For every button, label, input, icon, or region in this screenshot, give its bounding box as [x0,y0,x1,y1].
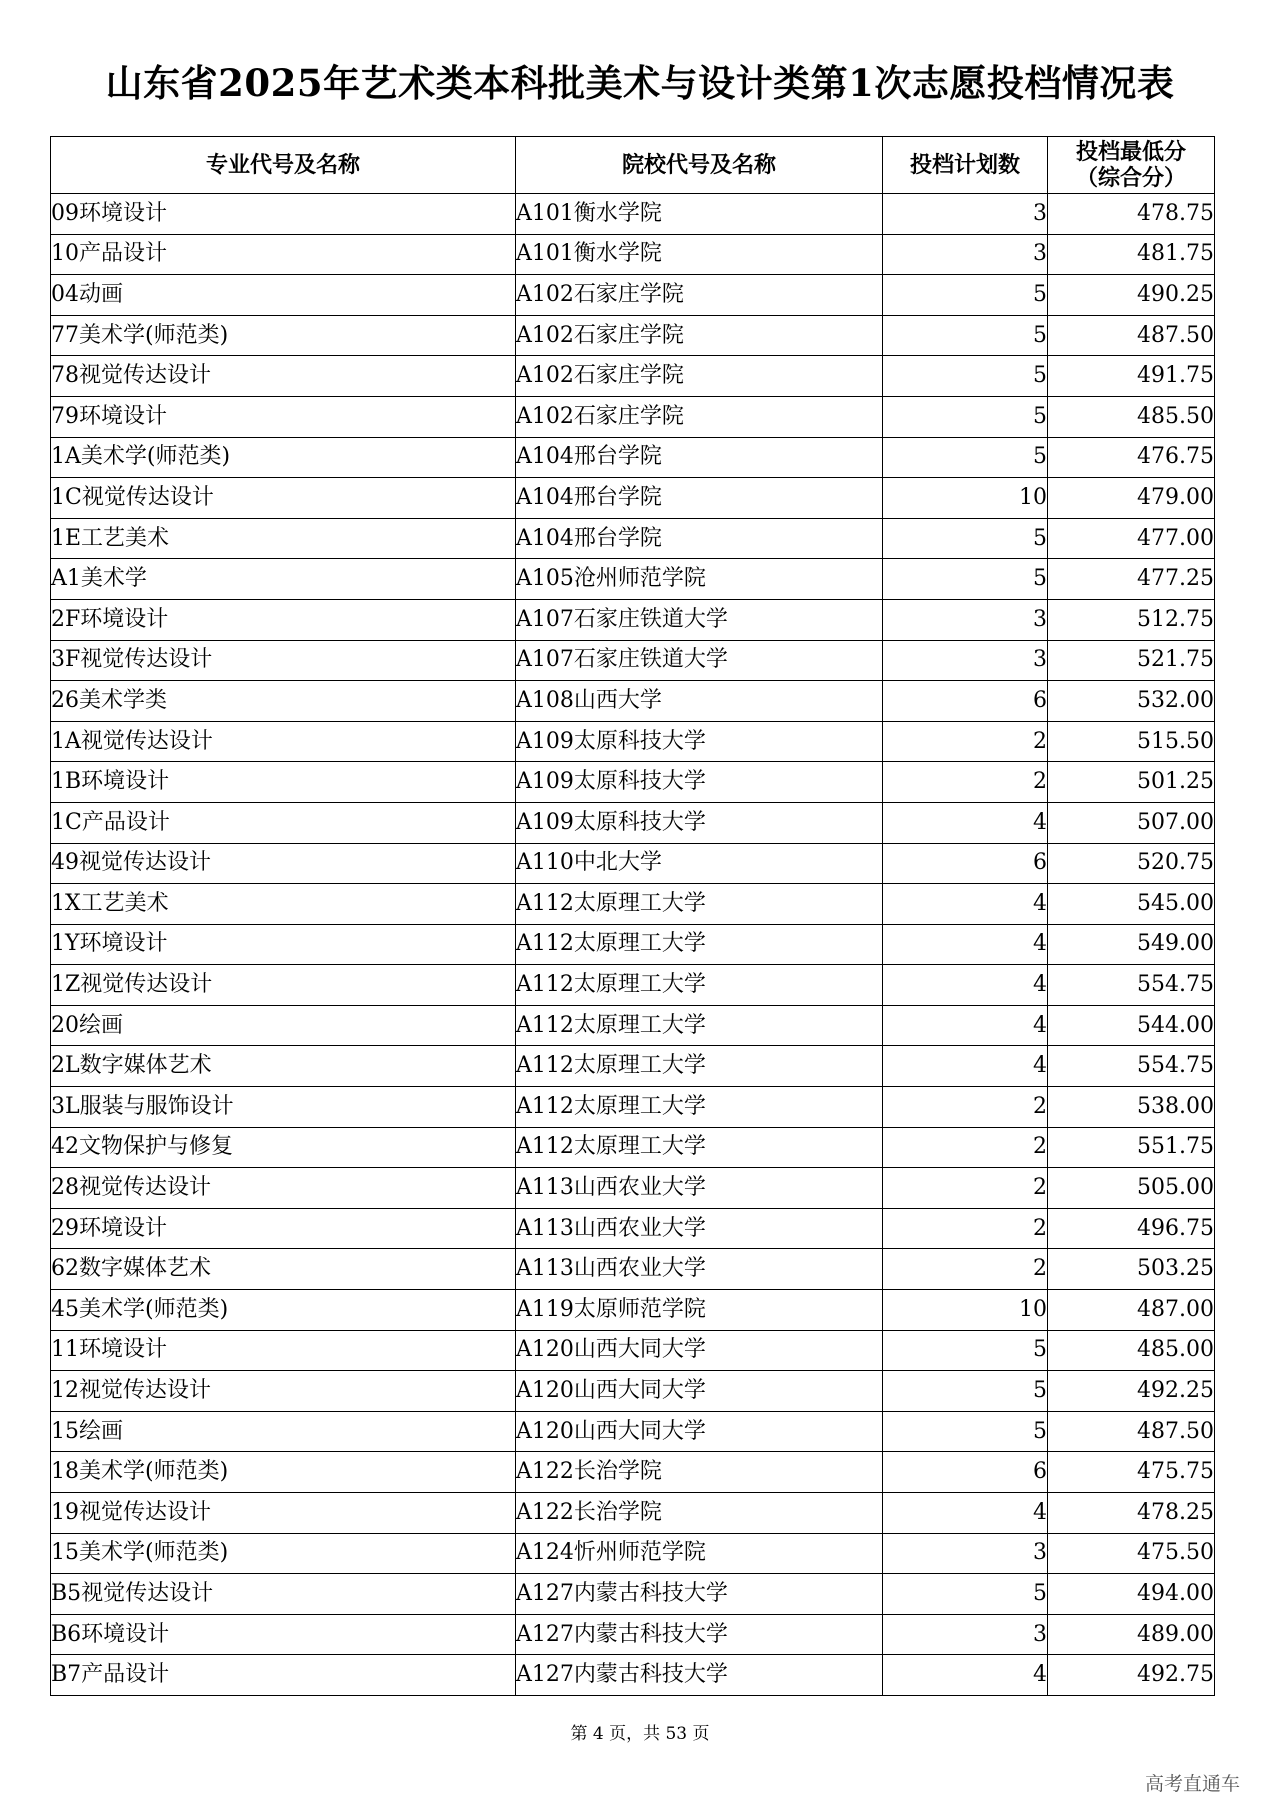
cell-plan: 2 [883,762,1048,803]
cell-plan: 4 [883,1005,1048,1046]
table-row [51,437,1215,478]
cell-plan: 5 [883,1330,1048,1371]
cell-school: A124忻州师范学院 [516,1533,883,1574]
cell-major: 3L服装与服饰设计 [51,1087,516,1128]
cell-school: A102石家庄学院 [516,315,883,356]
cell-school: A112太原理工大学 [516,884,883,925]
cell-major: 77美术学(师范类) [51,315,516,356]
cell-school: A112太原理工大学 [516,965,883,1006]
cell-school: A120山西大同大学 [516,1330,883,1371]
cell-plan: 4 [883,1046,1048,1087]
cell-score: 554.75 [1048,965,1215,1006]
cell-plan: 2 [883,1249,1048,1290]
table-row [51,681,1215,722]
cell-school: A127内蒙古科技大学 [516,1574,883,1615]
cell-score: 478.25 [1048,1493,1215,1534]
cell-major: 15绘画 [51,1411,516,1452]
table-row [51,599,1215,640]
table-row [51,721,1215,762]
table-row [51,802,1215,843]
cell-plan: 3 [883,234,1048,275]
table-row [51,1168,1215,1209]
cell-plan: 3 [883,599,1048,640]
table-row [51,518,1215,559]
cell-score: 538.00 [1048,1087,1215,1128]
cell-major: 28视觉传达设计 [51,1168,516,1209]
cell-school: A127内蒙古科技大学 [516,1614,883,1655]
cell-major: 09环境设计 [51,194,516,235]
table-row [51,1614,1215,1655]
table-row [51,1087,1215,1128]
cell-school: A108山西大学 [516,681,883,722]
cell-major: 12视觉传达设计 [51,1371,516,1412]
cell-score: 477.25 [1048,559,1215,600]
cell-plan: 5 [883,1411,1048,1452]
cell-plan: 5 [883,275,1048,316]
cell-plan: 2 [883,1087,1048,1128]
cell-score: 501.25 [1048,762,1215,803]
cell-score: 492.25 [1048,1371,1215,1412]
cell-score: 505.00 [1048,1168,1215,1209]
cell-plan: 5 [883,1371,1048,1412]
cell-score: 554.75 [1048,1046,1215,1087]
table-row [51,1411,1215,1452]
cell-plan: 5 [883,315,1048,356]
cell-plan: 10 [883,478,1048,519]
cell-major: 42文物保护与修复 [51,1127,516,1168]
cell-plan: 4 [883,884,1048,925]
table-row [51,275,1215,316]
cell-plan: 2 [883,1127,1048,1168]
watermark: 高考直通车 [1144,1773,1240,1795]
cell-score: 520.75 [1048,843,1215,884]
table-body [51,194,1215,1696]
table-row [51,1046,1215,1087]
page-footer: 第 4 页，共 53 页 [570,1724,710,1744]
header-min-score-line2: （综合分） [1075,165,1186,191]
cell-school: A102石家庄学院 [516,396,883,437]
table-row [51,924,1215,965]
table-row [51,1127,1215,1168]
cell-school: A109太原科技大学 [516,802,883,843]
cell-major: 1Y环境设计 [51,924,516,965]
cell-major: B7产品设计 [51,1655,516,1696]
cell-score: 477.00 [1048,518,1215,559]
cell-school: A104邢台学院 [516,437,883,478]
cell-score: 485.50 [1048,396,1215,437]
table-row [51,1005,1215,1046]
header-min-score-line1: 投档最低分 [1075,139,1186,165]
cell-score: 487.00 [1048,1290,1215,1331]
cell-plan: 5 [883,396,1048,437]
page-title: 山东省2025年艺术类本科批美术与设计类第1次志愿投档情况表 [105,61,1175,105]
table-row [51,1208,1215,1249]
table-row [51,843,1215,884]
table-row [51,234,1215,275]
cell-plan: 2 [883,721,1048,762]
header-major: 专业代号及名称 [51,137,516,194]
cell-score: 512.75 [1048,599,1215,640]
cell-major: 1C视觉传达设计 [51,478,516,519]
cell-score: 487.50 [1048,315,1215,356]
cell-plan: 5 [883,1574,1048,1615]
cell-score: 492.75 [1048,1655,1215,1696]
cell-major: 2L数字媒体艺术 [51,1046,516,1087]
cell-major: 1C产品设计 [51,802,516,843]
cell-score: 515.50 [1048,721,1215,762]
cell-major: 1A美术学(师范类) [51,437,516,478]
cell-plan: 5 [883,559,1048,600]
cell-school: A109太原科技大学 [516,721,883,762]
cell-score: 549.00 [1048,924,1215,965]
cell-score: 475.50 [1048,1533,1215,1574]
cell-score: 489.00 [1048,1614,1215,1655]
cell-school: A107石家庄铁道大学 [516,640,883,681]
cell-plan: 3 [883,194,1048,235]
cell-plan: 5 [883,518,1048,559]
cell-score: 476.75 [1048,437,1215,478]
cell-major: B5视觉传达设计 [51,1574,516,1615]
table-row [51,1452,1215,1493]
cell-major: 29环境设计 [51,1208,516,1249]
cell-major: 78视觉传达设计 [51,356,516,397]
cell-score: 545.00 [1048,884,1215,925]
cell-school: A101衡水学院 [516,194,883,235]
table-row [51,356,1215,397]
cell-major: 15美术学(师范类) [51,1533,516,1574]
cell-major: 04动画 [51,275,516,316]
cell-plan: 3 [883,640,1048,681]
cell-school: A113山西农业大学 [516,1208,883,1249]
cell-score: 544.00 [1048,1005,1215,1046]
cell-school: A105沧州师范学院 [516,559,883,600]
cell-score: 503.25 [1048,1249,1215,1290]
table-row [51,478,1215,519]
table-header-row [51,137,1215,194]
cell-plan: 4 [883,1493,1048,1534]
cell-school: A120山西大同大学 [516,1371,883,1412]
cell-plan: 10 [883,1290,1048,1331]
table-row [51,396,1215,437]
table-row [51,1655,1215,1696]
cell-score: 507.00 [1048,802,1215,843]
table-row [51,559,1215,600]
cell-major: 11环境设计 [51,1330,516,1371]
cell-plan: 5 [883,356,1048,397]
cell-school: A112太原理工大学 [516,1005,883,1046]
cell-school: A122长治学院 [516,1452,883,1493]
cell-school: A101衡水学院 [516,234,883,275]
cell-major: 3F视觉传达设计 [51,640,516,681]
cell-major: 1Z视觉传达设计 [51,965,516,1006]
cell-plan: 2 [883,1208,1048,1249]
cell-major: 2F环境设计 [51,599,516,640]
cell-plan: 4 [883,802,1048,843]
cell-major: 45美术学(师范类) [51,1290,516,1331]
cell-score: 481.75 [1048,234,1215,275]
cell-school: A109太原科技大学 [516,762,883,803]
table-row [51,1290,1215,1331]
cell-score: 494.00 [1048,1574,1215,1615]
table-row [51,194,1215,235]
cell-score: 551.75 [1048,1127,1215,1168]
cell-major: 19视觉传达设计 [51,1493,516,1534]
cell-score: 485.00 [1048,1330,1215,1371]
cell-major: 20绘画 [51,1005,516,1046]
cell-major: 1A视觉传达设计 [51,721,516,762]
header-min-score [1048,137,1215,194]
cell-plan: 4 [883,1655,1048,1696]
cell-score: 475.75 [1048,1452,1215,1493]
cell-plan: 4 [883,965,1048,1006]
cell-school: A110中北大学 [516,843,883,884]
cell-school: A122长治学院 [516,1493,883,1534]
cell-major: B6环境设计 [51,1614,516,1655]
cell-school: A120山西大同大学 [516,1411,883,1452]
cell-plan: 2 [883,1168,1048,1209]
table-row [51,640,1215,681]
cell-school: A102石家庄学院 [516,275,883,316]
table-row [51,1493,1215,1534]
cell-plan: 5 [883,437,1048,478]
table-row [51,762,1215,803]
cell-major: 79环境设计 [51,396,516,437]
cell-school: A127内蒙古科技大学 [516,1655,883,1696]
cell-major: 62数字媒体艺术 [51,1249,516,1290]
cell-major: 18美术学(师范类) [51,1452,516,1493]
table-row [51,1574,1215,1615]
admission-table [50,136,1215,1696]
table-row [51,315,1215,356]
table-row [51,965,1215,1006]
table-row [51,1533,1215,1574]
table-row [51,1249,1215,1290]
cell-plan: 6 [883,843,1048,884]
table-row [51,1330,1215,1371]
cell-school: A112太原理工大学 [516,924,883,965]
cell-school: A104邢台学院 [516,518,883,559]
header-school: 院校代号及名称 [516,137,883,194]
cell-plan: 3 [883,1614,1048,1655]
cell-score: 491.75 [1048,356,1215,397]
cell-school: A104邢台学院 [516,478,883,519]
cell-major: 26美术学类 [51,681,516,722]
cell-plan: 3 [883,1533,1048,1574]
cell-school: A119太原师范学院 [516,1290,883,1331]
cell-score: 479.00 [1048,478,1215,519]
cell-major: 1X工艺美术 [51,884,516,925]
cell-major: 49视觉传达设计 [51,843,516,884]
cell-school: A102石家庄学院 [516,356,883,397]
cell-score: 478.75 [1048,194,1215,235]
header-plan: 投档计划数 [883,137,1048,194]
cell-plan: 6 [883,1452,1048,1493]
cell-school: A112太原理工大学 [516,1087,883,1128]
cell-plan: 6 [883,681,1048,722]
cell-school: A112太原理工大学 [516,1127,883,1168]
cell-score: 496.75 [1048,1208,1215,1249]
cell-score: 490.25 [1048,275,1215,316]
cell-major: 1E工艺美术 [51,518,516,559]
cell-school: A107石家庄铁道大学 [516,599,883,640]
cell-school: A113山西农业大学 [516,1168,883,1209]
cell-score: 532.00 [1048,681,1215,722]
table-row [51,1371,1215,1412]
cell-major: 1B环境设计 [51,762,516,803]
cell-school: A113山西农业大学 [516,1249,883,1290]
cell-school: A112太原理工大学 [516,1046,883,1087]
cell-plan: 4 [883,924,1048,965]
cell-major: 10产品设计 [51,234,516,275]
cell-major: A1美术学 [51,559,516,600]
cell-score: 521.75 [1048,640,1215,681]
cell-score: 487.50 [1048,1411,1215,1452]
table-row [51,884,1215,925]
